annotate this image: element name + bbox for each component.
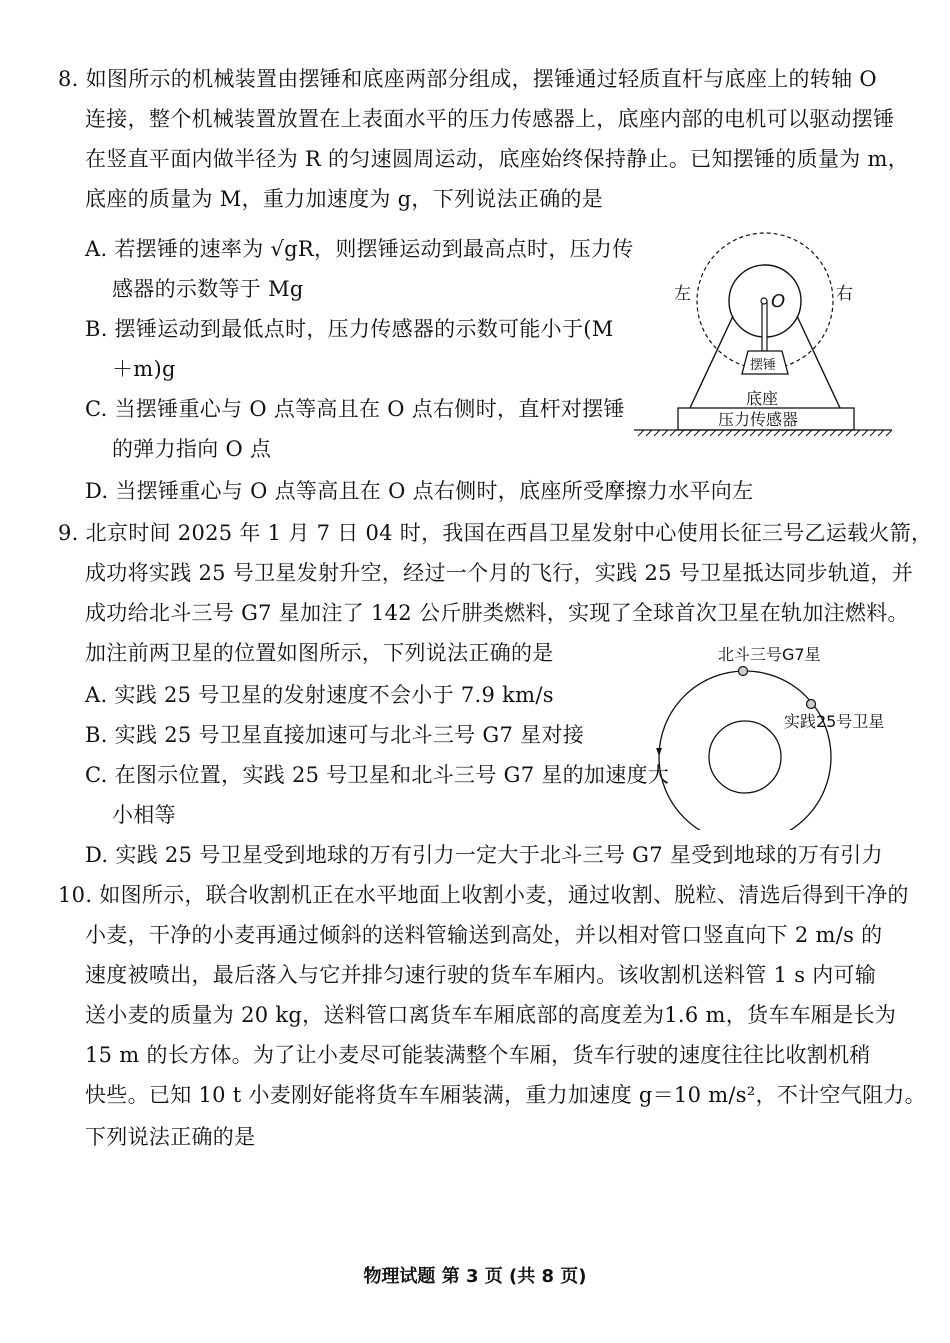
base-label: 底座: [746, 389, 779, 408]
q9-stem-line-2: 成功将实践 25 号卫星发射升空，经过一个月的飞行，实践 25 号卫星抵达同步轨道，并: [85, 561, 914, 585]
satellite-25-marker: [807, 700, 816, 709]
satellite-g7-marker: [739, 667, 748, 676]
q8-stem-line-4: 底座的质量为 M，重力加速度为 g，下列说法正确的是: [85, 187, 604, 211]
q10-stem-line-3: 速度被喷出，最后落入与它并排匀速行驶的货车车厢内。该收割机送料管 1 s 内可输: [85, 963, 877, 987]
q9-option-b: B. 实践 25 号卫星直接加速可与北斗三号 G7 星对接: [85, 723, 585, 747]
sensor-label: 压力传感器: [718, 410, 799, 429]
page-footer: 物理试题 第 3 页 (共 8 页): [363, 1266, 587, 1287]
q8-option-c: C. 当摆锤重心与 O 点等高且在 O 点右侧时，直杆对摆锤: [85, 397, 625, 421]
q9-stem-line-3: 成功给北斗三号 G7 星加注了 142 公斤肼类燃料，实现了全球首次卫星在轨加注燃料。: [85, 601, 909, 625]
q9-option-d: D. 实践 25 号卫星受到地球的万有引力一定大于北斗三号 G7 星受到地球的万有引力: [85, 843, 883, 867]
q8-stem-line-1: 8. 如图所示的机械装置由摆锤和底座两部分组成，摆锤通过轻质直杆与底座上的转轴 O: [58, 67, 877, 91]
right-label: 右: [836, 284, 853, 304]
q8-option-a-cont: 感器的示数等于 Mg: [112, 277, 304, 301]
q10-stem-line-1: 10. 如图所示，联合收割机正在水平地面上收割小麦，通过收割、脱粒、清选后得到干净的: [58, 883, 909, 907]
support-right-line: [797, 316, 840, 408]
q8-option-a: A. 若摆锤的速率为 √gR，则摆锤运动到最高点时，压力传: [85, 237, 634, 261]
q9-figure: [650, 640, 920, 830]
axis-label: O: [771, 291, 786, 312]
rod: [762, 301, 767, 351]
left-label: 左: [674, 284, 691, 304]
q10-stem-line-6: 快些。已知 10 t 小麦刚好能将货车车厢装满，重力加速度 g＝10 m/s²，不计空气阻力。: [85, 1083, 926, 1107]
satellite-25-label: 实践25号卫星: [784, 712, 885, 731]
q8-figure: [630, 216, 900, 446]
q8-option-d: D. 当摆锤重心与 O 点等高且在 O 点右侧时，底座所受摩擦力水平向左: [85, 479, 754, 503]
q10-stem-line-7: 下列说法正确的是: [85, 1125, 256, 1149]
q8-option-c-cont: 的弹力指向 O 点: [112, 437, 272, 461]
earth-circle: [709, 721, 781, 793]
q8-option-b: B. 摆锤运动到最低点时，压力传感器的示数可能小于(M: [85, 317, 614, 341]
q8-stem-line-3: 在竖直平面内做半径为 R 的匀速圆周运动，底座始终保持静止。已知摆锤的质量为 m，: [85, 147, 910, 171]
q9-option-a: A. 实践 25 号卫星的发射速度不会小于 7.9 km/s: [85, 683, 554, 707]
q9-stem-line-1: 9. 北京时间 2025 年 1 月 7 日 04 时，我国在西昌卫星发射中心使用长征三号乙运载火箭，: [58, 521, 933, 545]
support-left-line: [690, 316, 733, 408]
ground-hatching: [638, 430, 892, 436]
q10-stem-line-4: 送小麦的质量为 20 kg，送料管口离货车车厢底部的高度差为1.6 m，货车车厢是长为: [85, 1003, 897, 1027]
q9-option-c-cont: 小相等: [112, 803, 176, 827]
orbit-direction-arrow: [656, 748, 662, 756]
q9-option-c: C. 在图示位置，实践 25 号卫星和北斗三号 G7 星的加速度大: [85, 763, 670, 787]
pendulum-label: 摆锤: [750, 358, 777, 373]
q9-stem-line-4: 加注前两卫星的位置如图所示，下列说法正确的是: [85, 641, 554, 665]
q8-stem-line-2: 连接，整个机械装置放置在上表面水平的压力传感器上，底座内部的电机可以驱动摆锤: [85, 107, 895, 131]
orbit-circle: [659, 671, 831, 830]
satellite-g7-label: 北斗三号G7星: [718, 645, 821, 664]
q10-stem-line-2: 小麦，干净的小麦再通过倾斜的送料管输送到高处，并以相对管口竖直向下 2 m/s 的: [85, 923, 883, 947]
axis-point: [761, 298, 767, 304]
q10-stem-line-5: 15 m 的长方体。为了让小麦尽可能装满整个车厢，货车行驶的速度往往比收割机稍: [85, 1043, 871, 1067]
q8-option-b-cont: ＋m)g: [112, 357, 176, 381]
